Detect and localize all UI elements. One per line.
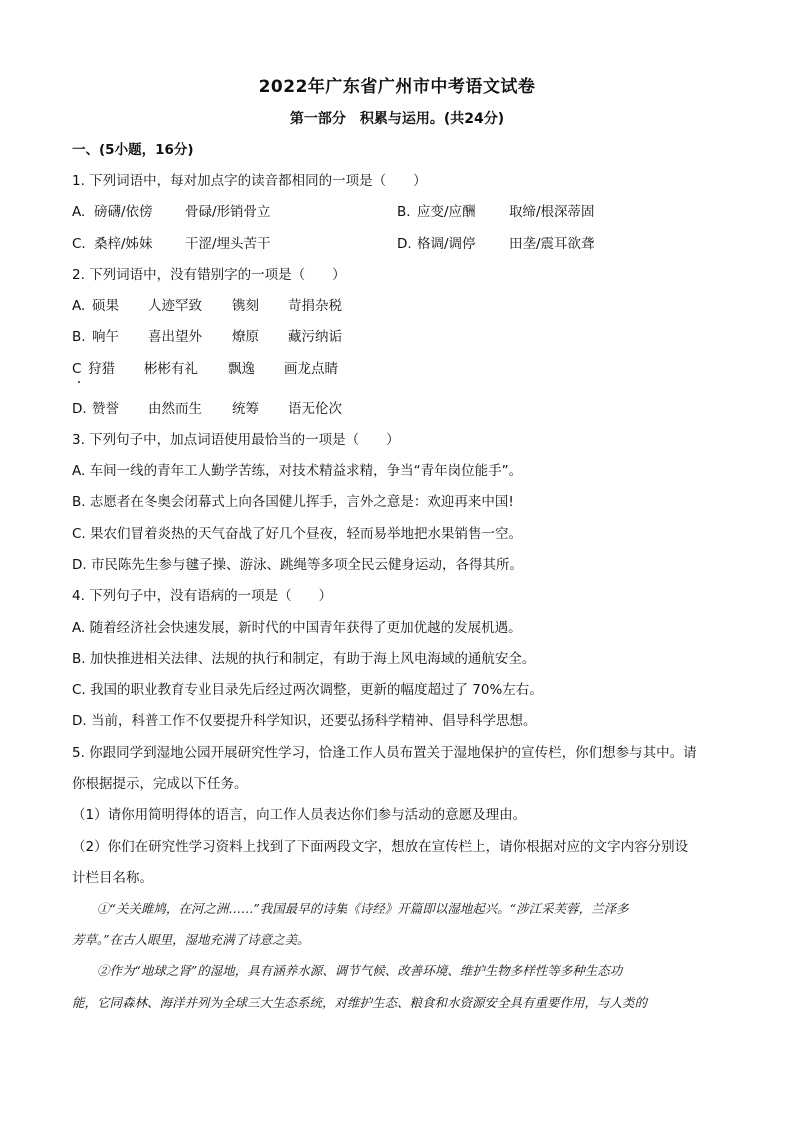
q2-option-c-w3: 飘逸 — [228, 361, 255, 377]
question-4-stem: 4. 下列句子中，没有语病的一项是（ ） — [72, 588, 333, 604]
q5-task-1: （1）请你用简明得体的语言，向工作人员表达你们参与活动的意愿及理由。 — [72, 807, 527, 823]
passage-2-line1: ②作为“地球之肾”的湿地，具有涵养水源、调节气候、改善环境、维护生物多样性等多种生态功 — [72, 963, 623, 978]
q5-task-2-line1: （2）你们在研究性学习资料上找到了下面两段文字，想放在宣传栏上，请你根据对应的文字内容分别设 — [72, 839, 689, 855]
q4-option-d: D. 当前，科普工作不仅要提升科学知识，还要弘扬科学精神、倡导科学思想。 — [72, 713, 537, 729]
question-5-stem-line2: 你根据提示，完成以下任务。 — [72, 776, 248, 792]
q3-option-d: D. 市民陈先生参与毽子操、游泳、跳绳等多项全民云健身运动，各得其所。 — [72, 557, 523, 573]
passage-2-line2: 能，它同森林、海洋并列为全球三大生态系统，对维护生态、粮食和水资源安全具有重要作用，与人类的 — [72, 995, 648, 1010]
q1-option-d-word1: 格调/调停 — [417, 236, 476, 252]
q2-option-d-letter: D. — [72, 401, 87, 417]
q1-option-a-word1: 磅礴/依傍 — [94, 204, 153, 220]
q2-option-c-w2: 彬彬有礼 — [144, 361, 198, 377]
q2-option-b-w4: 藏污纳诟 — [288, 329, 342, 345]
q2-option-b-w1: 响午 — [92, 329, 119, 345]
q2-option-d-w1: 赞誉 — [92, 401, 119, 417]
question-5-stem-line1: 5. 你跟同学到湿地公园开展研究性学习，恰逢工作人员布置关于湿地保护的宣传栏，你们想参与其中。请 — [72, 745, 697, 761]
passage-1-line1: ①“关关雎鸠，在河之洲……”我国最早的诗集《诗经》开篇即以湿地起兴。“涉江采芙蓉，兰泽多 — [72, 901, 629, 916]
q2-option-b-letter: B. — [72, 329, 86, 345]
q2-option-c-letter: C — [72, 361, 82, 377]
q3-option-a: A. 车间一线的青年工人勤学苦练，对技术精益求精，争当“青年岗位能手”。 — [72, 463, 523, 479]
question-1-stem: 1. 下列词语中，每对加点字的读音都相同的一项是（ ） — [72, 173, 427, 189]
q3-option-b: B. 志愿者在冬奥会闭幕式上向各国健儿挥手，言外之意是：欢迎再来中国! — [72, 494, 514, 510]
q2-option-b-w3: 燎原 — [232, 329, 259, 345]
q1-option-b-letter: B. — [397, 204, 411, 220]
question-3-stem: 3. 下列句子中，加点词语使用最恰当的一项是（ ） — [72, 432, 400, 448]
passage-1-line2: 芳草。”在古人眼里，湿地充满了诗意之美。 — [72, 932, 310, 947]
q2-option-a-w3: 镌刻 — [232, 298, 259, 314]
q2-option-a-w1: 硕果 — [92, 298, 119, 314]
q2-option-c-w1: 狩猎 — [88, 361, 115, 377]
section-heading: 一、(5小题，16分) — [72, 142, 194, 158]
q2-option-d-w4: 语无伦次 — [288, 401, 342, 417]
q1-option-b-word2: 取缔/根深蒂固 — [509, 204, 595, 220]
scan-speck — [78, 381, 80, 383]
q4-option-a: A. 随着经济社会快速发展，新时代的中国青年获得了更加优越的发展机遇。 — [72, 620, 522, 636]
q2-option-c-w4: 画龙点睛 — [284, 361, 338, 377]
q4-option-b: B. 加快推进相关法律、法规的执行和制定，有助于海上风电海域的通航安全。 — [72, 651, 536, 667]
q1-option-a-word2: 骨碌/形销骨立 — [185, 204, 271, 220]
q3-option-c: C. 果农们冒着炎热的天气奋战了好几个昼夜，轻而易举地把水果销售一空。 — [72, 526, 523, 542]
part-subtitle: 第一部分 积累与运用。(共24分) — [289, 111, 505, 127]
q2-option-b-w2: 喜出望外 — [148, 329, 202, 345]
q2-option-d-w3: 统筹 — [232, 401, 259, 417]
q4-option-c: C. 我国的职业教育专业目录先后经过两次调整，更新的幅度超过了 70%左右。 — [72, 682, 543, 698]
q5-task-2-line2: 计栏目名称。 — [72, 870, 153, 886]
q1-option-c-word1: 桑梓/姊妹 — [94, 236, 153, 252]
q2-option-a-w2: 人迹罕致 — [148, 298, 202, 314]
q1-option-c-letter: C. — [72, 236, 86, 252]
q1-option-c-word2: 干涩/埋头苦干 — [185, 236, 271, 252]
q2-option-a-letter: A. — [72, 298, 86, 314]
q1-option-a-letter: A. — [72, 204, 86, 220]
q2-option-d-w2: 由然而生 — [148, 401, 202, 417]
q1-option-d-letter: D. — [397, 236, 412, 252]
question-2-stem: 2. 下列词语中，没有错别字的一项是（ ） — [72, 267, 346, 283]
q1-option-d-word2: 田垄/震耳欲聋 — [509, 236, 595, 252]
q2-option-a-w4: 苛捐杂税 — [288, 298, 342, 314]
page-title: 2022年广东省广州市中考语文试卷 — [258, 77, 536, 97]
q1-option-b-word1: 应变/应酬 — [417, 204, 476, 220]
